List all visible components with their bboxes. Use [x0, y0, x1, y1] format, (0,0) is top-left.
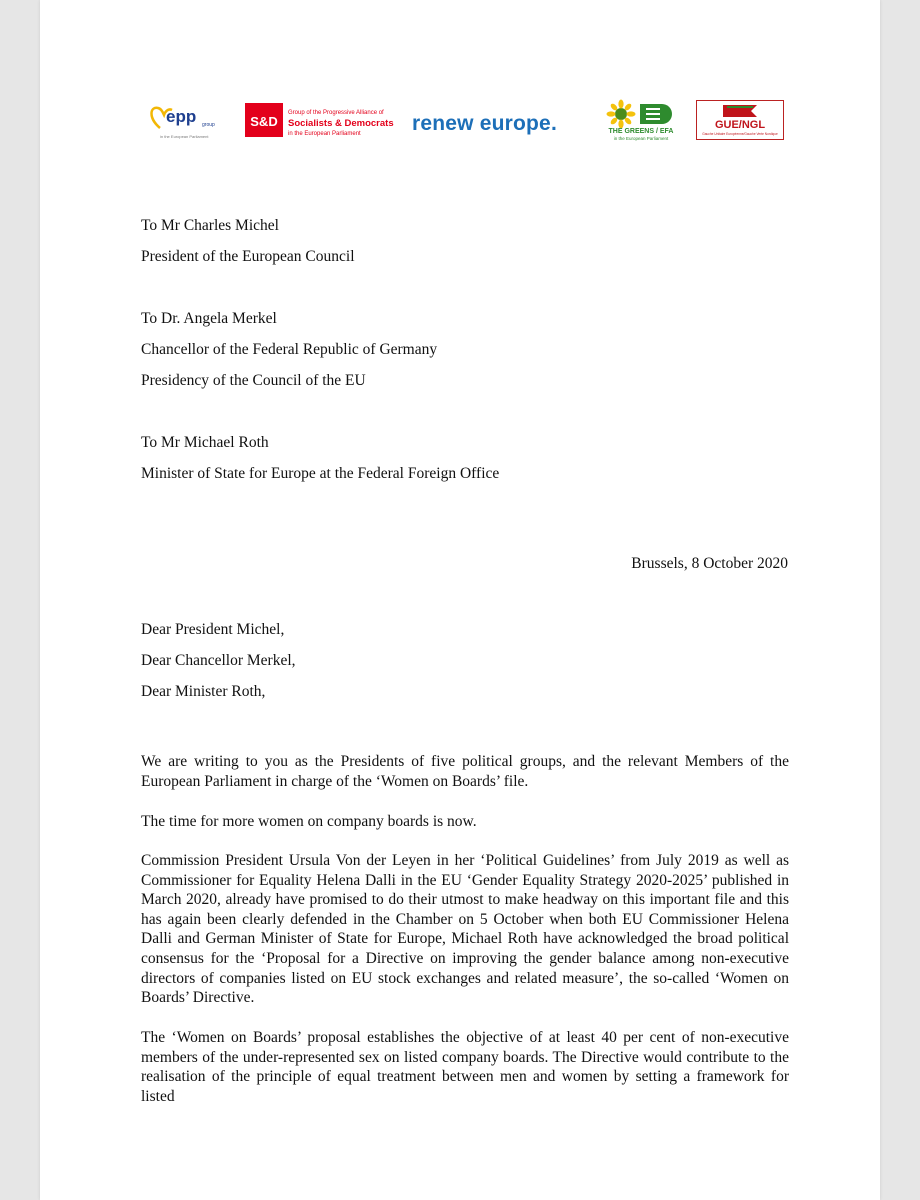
svg-text:Socialists & Democrats: Socialists & Democrats: [288, 118, 394, 129]
svg-text:GUE/NGL: GUE/NGL: [714, 119, 766, 131]
svg-text:in the European Parliament: in the European Parliament: [160, 134, 209, 139]
addressee-3-name: To Mr Michael Roth: [141, 434, 269, 451]
addressee-3-title: Minister of State for Europe at the Federal Foreign Office: [141, 465, 500, 482]
paragraph-intro: We are writing to you as the Presidents of five political groups, and the relevant Members of the European Parliament in charge of the ‘Women on Boards’ file.: [141, 753, 789, 790]
letter-date: Brussels, 8 October 2020: [631, 555, 788, 572]
letter-page: [40, 0, 880, 1200]
salutation-1: Dear President Michel,: [141, 621, 285, 638]
efa-mark-icon: [640, 104, 672, 124]
epp-name: epp: [166, 107, 197, 126]
svg-text:in the European Parliament: in the European Parliament: [288, 131, 361, 137]
epp-logo: [146, 98, 218, 143]
paragraph-proposal: The ‘Women on Boards’ proposal establishes the objective of at least 40 per cent of non-executive members of the under-represented sex on listed company boards. The Directive would contribute to the realisation of the principle of equal treatment between men and women by setting a framework for listed: [141, 1029, 789, 1105]
svg-text:in the European Parliament: in the European Parliament: [613, 136, 669, 141]
heart-icon: [146, 98, 218, 143]
greens-efa-logo: [596, 98, 686, 143]
addressee-2-title: Chancellor of the Federal Republic of Germany: [141, 341, 438, 358]
paragraph-statement: The time for more women on company boards is now.: [141, 813, 477, 830]
svg-text:group: group: [202, 122, 215, 128]
flag-icon: [723, 105, 757, 117]
addressee-1-title: President of the European Council: [141, 248, 355, 265]
svg-text:S&D: S&D: [250, 114, 278, 129]
svg-text:THE GREENS / EFA: THE GREENS / EFA: [608, 128, 674, 135]
salutation-2: Dear Chancellor Merkel,: [141, 652, 296, 669]
addressee-2-role: Presidency of the Council of the EU: [141, 372, 366, 389]
addressee-2-name: To Dr. Angela Merkel: [141, 310, 277, 327]
paragraph-commission: Commission President Ursula Von der Leyen in her ‘Political Guidelines’ from July 2019 as well as Commissioner for Equality Helena Dalli in the EU ‘Gender Equality Strategy 2020-2025’ published in March 2020, already have promised to do their utmost to make headway on this important file and this has again been clearly defended in the Chamber on 5 October when both EU Commissioner Helena Dalli and German Minister of State for Europe, Michael Roth have acknowledged the broad political consensus for the ‘Proposal for a Directive on improving the gender balance among non-executive directors of companies listed on EU stock exchanges and related measure’, the so-called ‘Women on Boards’ Directive.: [141, 852, 789, 1007]
party-logos: [40, 98, 880, 143]
gue-ngl-logo: [696, 100, 784, 140]
salutation-3: Dear Minister Roth,: [141, 683, 266, 700]
sunflower-icon: [607, 100, 636, 129]
svg-text:Group of the Progressive Allia: Group of the Progressive Alliance of: [288, 110, 384, 116]
svg-text:Gauche Unitaire Européenne/Gau: Gauche Unitaire Européenne/Gauche Verte Nordique: [702, 132, 778, 136]
addressee-1-name: To Mr Charles Michel: [141, 217, 279, 234]
sd-logo: [245, 98, 400, 143]
renew-europe-logo: renew europe.: [412, 112, 557, 135]
